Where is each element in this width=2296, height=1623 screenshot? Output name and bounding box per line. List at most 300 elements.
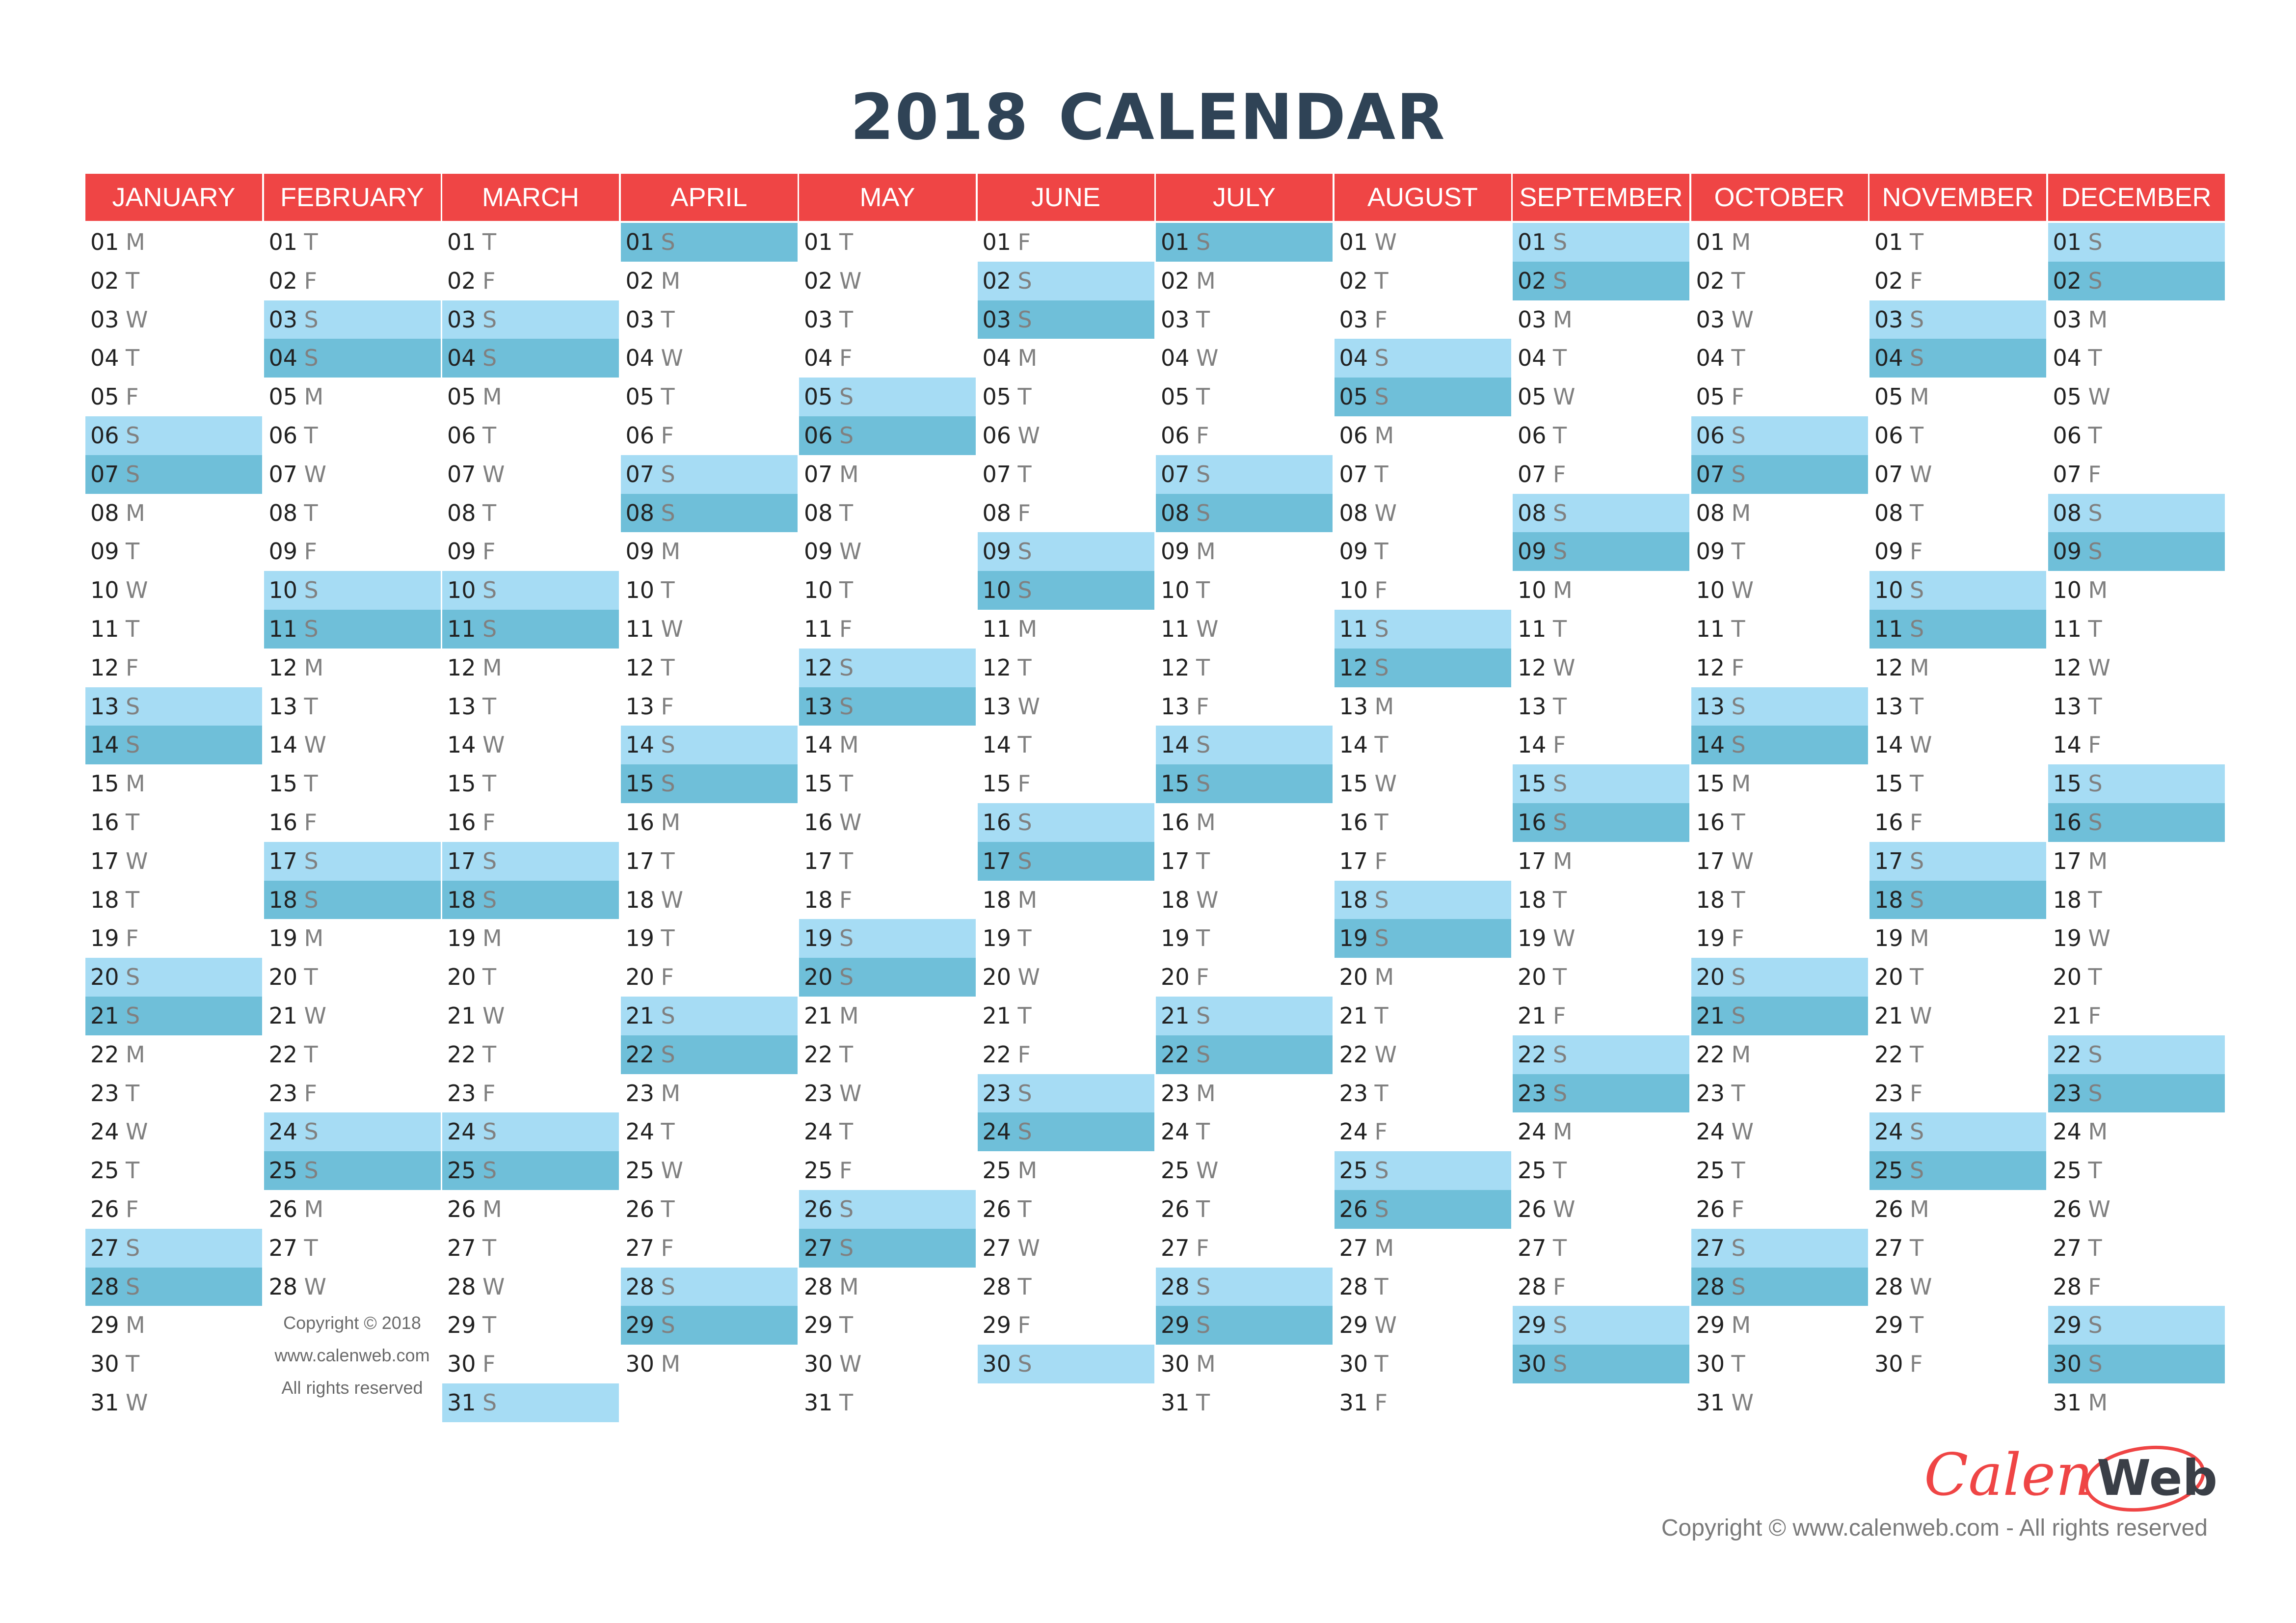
weekday-letter: T [1553, 345, 1567, 372]
day-number: 31 [447, 1389, 476, 1416]
day-row [1335, 378, 1511, 416]
day-number: 04 [447, 345, 476, 372]
day-number: 07 [1161, 460, 1190, 487]
weekday-letter: T [839, 847, 854, 874]
day-list [621, 223, 798, 1383]
day-number: 13 [2053, 693, 2082, 720]
weekday-letter: S [1731, 731, 1746, 758]
day-row [85, 416, 262, 455]
day-number: 18 [1339, 886, 1368, 913]
day-row [1691, 1268, 1868, 1306]
weekday-letter: S [1196, 229, 1211, 255]
weekday-letter: T [1553, 964, 1567, 991]
day-number: 21 [1696, 1002, 1725, 1029]
day-row [799, 1383, 976, 1422]
weekday-letter: T [482, 499, 497, 526]
day-row [621, 842, 798, 881]
weekday-letter: W [1731, 847, 1754, 874]
february-copyright-line1: Copyright © 2018 [283, 1313, 421, 1333]
weekday-letter: S [482, 1157, 497, 1184]
weekday-letter: M [839, 1273, 859, 1300]
weekday-letter: F [1017, 499, 1031, 526]
day-number: 05 [804, 383, 833, 410]
day-number: 10 [804, 577, 833, 604]
day-number: 29 [2053, 1312, 2082, 1339]
day-number: 27 [268, 1234, 298, 1261]
weekday-letter: T [482, 964, 497, 991]
day-number: 10 [268, 577, 298, 604]
day-number: 20 [1874, 964, 1903, 991]
day-number: 10 [447, 577, 476, 604]
day-number: 21 [982, 1002, 1012, 1029]
day-row [1335, 649, 1511, 687]
day-number: 11 [1696, 615, 1725, 642]
weekday-letter: F [126, 925, 139, 952]
day-row [2048, 1151, 2225, 1190]
weekday-letter: T [1196, 654, 1210, 681]
weekday-letter: S [1017, 577, 1032, 604]
day-row [85, 1035, 262, 1074]
day-row [1513, 532, 1689, 571]
day-number: 27 [804, 1234, 833, 1261]
day-row [1513, 881, 1689, 920]
day-row [621, 1112, 798, 1151]
weekday-letter: S [126, 422, 140, 449]
day-number: 01 [804, 229, 833, 255]
day-number: 07 [447, 460, 476, 487]
day-number: 22 [1518, 1041, 1547, 1068]
day-number: 12 [1161, 654, 1190, 681]
day-row [978, 764, 1154, 803]
day-row [1335, 919, 1511, 958]
weekday-letter: T [1196, 383, 1210, 410]
day-row [1691, 881, 1868, 920]
weekday-letter: W [1374, 1312, 1397, 1339]
month-header: FEBRUARY [264, 174, 441, 221]
weekday-letter: T [1910, 770, 1924, 797]
day-row [1691, 223, 1868, 262]
day-number: 22 [90, 1041, 119, 1068]
day-number: 11 [268, 615, 298, 642]
day-row [1691, 1345, 1868, 1383]
weekday-letter: F [304, 1080, 317, 1107]
weekday-letter: S [2088, 1351, 2103, 1378]
day-row [1156, 378, 1333, 416]
day-number: 24 [1339, 1118, 1368, 1145]
day-row [1156, 1345, 1333, 1383]
weekday-letter: S [482, 1118, 497, 1145]
day-row [1869, 494, 2046, 533]
weekday-letter: W [1731, 577, 1754, 604]
day-row [1156, 1306, 1333, 1345]
day-row [799, 532, 976, 571]
day-row [1513, 1229, 1689, 1268]
day-number: 24 [1696, 1118, 1725, 1145]
day-number: 29 [1874, 1312, 1903, 1339]
day-row [1691, 1151, 1868, 1190]
weekday-letter: S [1910, 577, 1924, 604]
day-number: 27 [625, 1234, 655, 1261]
day-number: 05 [447, 383, 476, 410]
day-number: 12 [625, 654, 655, 681]
day-row [799, 726, 976, 764]
weekday-letter: S [482, 847, 497, 874]
day-number: 18 [1874, 886, 1903, 913]
weekday-letter: S [1731, 693, 1746, 720]
day-number: 19 [1518, 925, 1547, 952]
weekday-letter: T [1017, 1273, 1032, 1300]
day-row [1156, 1035, 1333, 1074]
day-row [1335, 1345, 1511, 1383]
weekday-letter: F [1196, 693, 1209, 720]
day-number: 24 [982, 1118, 1012, 1145]
weekday-letter: S [2088, 1080, 2103, 1107]
day-number: 12 [804, 654, 833, 681]
weekday-letter: S [1196, 1041, 1211, 1068]
day-row [2048, 1112, 2225, 1151]
weekday-letter: W [1731, 1389, 1754, 1416]
weekday-letter: S [1017, 267, 1032, 294]
weekday-letter: M [304, 383, 324, 410]
weekday-letter: T [126, 1080, 140, 1107]
weekday-letter: M [1553, 1118, 1573, 1145]
weekday-letter: S [2088, 770, 2103, 797]
day-row [1513, 223, 1689, 262]
weekday-letter: W [304, 460, 326, 487]
day-number: 04 [1339, 345, 1368, 372]
day-number: 23 [625, 1080, 655, 1107]
day-number: 03 [804, 306, 833, 333]
day-row [264, 532, 441, 571]
month-column [1691, 174, 1868, 1422]
weekday-letter: W [2088, 654, 2110, 681]
weekday-letter: M [1196, 538, 1216, 565]
day-number: 21 [1161, 1002, 1190, 1029]
day-number: 10 [1518, 577, 1547, 604]
day-number: 09 [625, 538, 655, 565]
day-number: 07 [90, 460, 119, 487]
weekday-letter: F [661, 1234, 674, 1261]
weekday-letter: F [126, 1195, 139, 1222]
weekday-letter: M [1196, 1351, 1216, 1378]
day-number: 11 [90, 615, 119, 642]
weekday-letter: S [1910, 847, 1924, 874]
month-column [1513, 174, 1689, 1383]
weekday-letter: T [1731, 345, 1745, 372]
day-row [85, 532, 262, 571]
weekday-letter: F [126, 383, 139, 410]
weekday-letter: W [1017, 1234, 1040, 1261]
day-number: 05 [1339, 383, 1368, 410]
day-row [1335, 881, 1511, 920]
weekday-letter: T [1553, 615, 1567, 642]
weekday-letter: W [304, 1273, 326, 1300]
weekday-letter: F [1017, 229, 1031, 255]
day-row [1335, 1074, 1511, 1113]
day-number: 26 [625, 1195, 655, 1222]
day-row [264, 339, 441, 378]
day-row [799, 610, 976, 649]
day-number: 18 [1161, 886, 1190, 913]
day-row [799, 339, 976, 378]
day-row [799, 1268, 976, 1306]
day-number: 07 [625, 460, 655, 487]
day-row [978, 803, 1154, 842]
weekday-letter: F [482, 1080, 496, 1107]
weekday-letter: S [1553, 229, 1568, 255]
weekday-letter: M [1910, 1195, 1929, 1222]
day-row [1691, 1074, 1868, 1113]
day-row [1335, 339, 1511, 378]
day-row [85, 1190, 262, 1229]
weekday-letter: S [661, 499, 675, 526]
day-row [621, 726, 798, 764]
day-row [85, 1383, 262, 1422]
day-number: 05 [1161, 383, 1190, 410]
day-row [1513, 764, 1689, 803]
weekday-letter: S [1731, 1234, 1746, 1261]
day-row [1513, 958, 1689, 997]
day-row [1335, 1190, 1511, 1229]
day-number: 30 [2053, 1351, 2082, 1378]
weekday-letter: F [1374, 1389, 1388, 1416]
day-number: 19 [1874, 925, 1903, 952]
day-number: 11 [982, 615, 1012, 642]
month-column [799, 174, 976, 1422]
weekday-letter: S [126, 460, 140, 487]
day-row [264, 378, 441, 416]
day-row [1156, 571, 1333, 610]
weekday-letter: F [1910, 1351, 1923, 1378]
weekday-letter: F [1553, 1002, 1566, 1029]
weekday-letter: W [839, 1351, 862, 1378]
day-number: 09 [1339, 538, 1368, 565]
weekday-letter: S [1553, 499, 1568, 526]
day-number: 09 [982, 538, 1012, 565]
weekday-letter: T [1910, 964, 1924, 991]
weekday-letter: T [304, 229, 318, 255]
day-number: 10 [90, 577, 119, 604]
day-number: 03 [1161, 306, 1190, 333]
day-number: 02 [90, 267, 119, 294]
weekday-letter: W [1374, 229, 1397, 255]
weekday-letter: W [1374, 1041, 1397, 1068]
weekday-letter: T [661, 925, 675, 952]
weekday-letter: S [304, 615, 319, 642]
weekday-letter: F [1374, 1118, 1388, 1145]
day-row [264, 223, 441, 262]
day-number: 26 [447, 1195, 476, 1222]
day-number: 02 [625, 267, 655, 294]
day-number: 18 [1696, 886, 1725, 913]
day-row [85, 571, 262, 610]
day-number: 17 [447, 847, 476, 874]
day-number: 01 [447, 229, 476, 255]
day-number: 31 [1161, 1389, 1190, 1416]
day-number: 08 [447, 499, 476, 526]
month-column [1335, 174, 1511, 1422]
day-number: 12 [2053, 654, 2082, 681]
day-number: 02 [804, 267, 833, 294]
weekday-letter: M [1731, 1312, 1751, 1339]
weekday-letter: F [482, 809, 496, 836]
weekday-letter: T [1374, 538, 1388, 565]
day-row [1869, 416, 2046, 455]
day-number: 13 [90, 693, 119, 720]
weekday-letter: T [304, 1041, 318, 1068]
day-number: 25 [90, 1157, 119, 1184]
weekday-letter: F [1910, 1080, 1923, 1107]
day-list [2048, 223, 2225, 1422]
day-row [1513, 300, 1689, 339]
weekday-letter: S [1553, 1351, 1568, 1378]
weekday-letter: T [1196, 306, 1210, 333]
day-number: 13 [625, 693, 655, 720]
weekday-letter: S [839, 925, 854, 952]
weekday-letter: W [661, 345, 683, 372]
day-number: 17 [1161, 847, 1190, 874]
day-number: 29 [1696, 1312, 1725, 1339]
day-row [1869, 726, 2046, 764]
day-row [1156, 532, 1333, 571]
weekday-letter: S [1374, 1157, 1389, 1184]
day-row [2048, 842, 2225, 881]
day-row [85, 919, 262, 958]
day-row [1513, 1190, 1689, 1229]
day-number: 26 [804, 1195, 833, 1222]
day-number: 18 [804, 886, 833, 913]
weekday-letter: T [1374, 1273, 1388, 1300]
day-row [799, 958, 976, 997]
weekday-letter: F [1553, 1273, 1566, 1300]
weekday-letter: M [1731, 1041, 1751, 1068]
weekday-letter: S [482, 306, 497, 333]
month-header: OCTOBER [1691, 174, 1868, 221]
day-number: 12 [268, 654, 298, 681]
day-number: 06 [982, 422, 1012, 449]
day-number: 17 [2053, 847, 2082, 874]
day-row [1869, 842, 2046, 881]
weekday-letter: S [1196, 770, 1211, 797]
day-row [1513, 262, 1689, 300]
day-number: 09 [447, 538, 476, 565]
day-row [1513, 726, 1689, 764]
day-number: 06 [268, 422, 298, 449]
month-column [85, 174, 262, 1422]
day-number: 28 [1874, 1273, 1903, 1300]
day-row [1691, 610, 1868, 649]
day-number: 19 [804, 925, 833, 952]
weekday-letter: W [1553, 654, 1575, 681]
day-number: 16 [1874, 809, 1903, 836]
day-number: 08 [2053, 499, 2082, 526]
month-column [978, 174, 1154, 1383]
day-number: 13 [1339, 693, 1368, 720]
day-number: 17 [1696, 847, 1725, 874]
weekday-letter: M [1374, 1234, 1394, 1261]
title-word: CALENDAR [1058, 81, 1446, 154]
weekday-letter: S [1910, 345, 1924, 372]
day-row [1691, 764, 1868, 803]
day-number: 14 [1161, 731, 1190, 758]
day-row [799, 1074, 976, 1113]
day-row [799, 1035, 976, 1074]
day-row [1335, 687, 1511, 726]
day-number: 05 [90, 383, 119, 410]
day-number: 31 [90, 1389, 119, 1416]
day-number: 24 [447, 1118, 476, 1145]
weekday-letter: F [1017, 770, 1031, 797]
day-row [2048, 262, 2225, 300]
day-row [1156, 1151, 1333, 1190]
weekday-letter: T [126, 615, 140, 642]
day-number: 15 [625, 770, 655, 797]
month-column [264, 174, 441, 1398]
day-row [2048, 378, 2225, 416]
weekday-letter: T [1196, 1118, 1210, 1145]
day-row [2048, 494, 2225, 533]
day-number: 17 [1518, 847, 1547, 874]
weekday-letter: S [1731, 422, 1746, 449]
day-number: 29 [1161, 1312, 1190, 1339]
day-number: 17 [982, 847, 1012, 874]
weekday-letter: T [126, 345, 140, 372]
day-row [442, 416, 619, 455]
day-row [621, 1190, 798, 1229]
month-header: MARCH [442, 174, 619, 221]
day-row [442, 1345, 619, 1383]
day-row [1869, 300, 2046, 339]
weekday-letter: M [482, 654, 502, 681]
day-number: 19 [1696, 925, 1725, 952]
day-row [1513, 687, 1689, 726]
day-number: 13 [804, 693, 833, 720]
day-row [1513, 1151, 1689, 1190]
day-row [799, 997, 976, 1035]
day-row [621, 300, 798, 339]
day-number: 25 [268, 1157, 298, 1184]
day-number: 19 [447, 925, 476, 952]
day-row [264, 687, 441, 726]
day-number: 30 [90, 1351, 119, 1378]
weekday-letter: S [126, 1234, 140, 1261]
weekday-letter: S [1910, 306, 1924, 333]
day-number: 04 [90, 345, 119, 372]
day-number: 20 [625, 964, 655, 991]
day-number: 01 [1339, 229, 1368, 255]
weekday-letter: M [1196, 1080, 1216, 1107]
day-number: 16 [1161, 809, 1190, 836]
day-number: 26 [1339, 1195, 1368, 1222]
weekday-letter: T [2088, 1157, 2102, 1184]
weekday-letter: S [1553, 1080, 1568, 1107]
day-number: 18 [447, 886, 476, 913]
day-number: 26 [90, 1195, 119, 1222]
weekday-letter: T [1910, 1312, 1924, 1339]
day-row [1156, 726, 1333, 764]
day-number: 20 [1161, 964, 1190, 991]
day-row [1335, 1268, 1511, 1306]
day-row [1513, 1035, 1689, 1074]
weekday-letter: T [1910, 422, 1924, 449]
day-row [1691, 571, 1868, 610]
day-number: 29 [90, 1312, 119, 1339]
weekday-letter: F [482, 267, 496, 294]
weekday-letter: T [839, 1312, 854, 1339]
day-row [442, 532, 619, 571]
day-number: 22 [2053, 1041, 2082, 1068]
day-number: 17 [90, 847, 119, 874]
